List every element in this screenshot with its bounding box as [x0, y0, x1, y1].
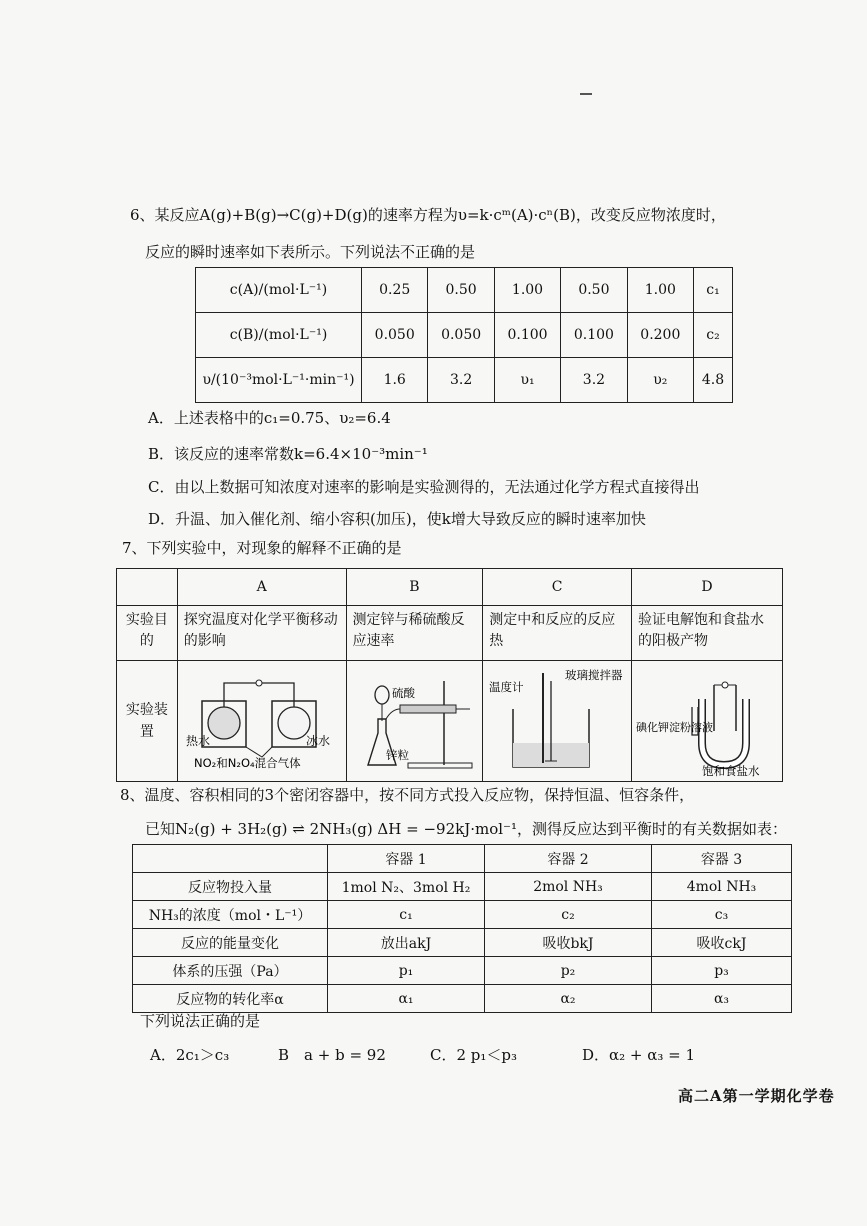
q7-apparatus-c	[483, 661, 632, 782]
reaction-rate-apparatus-diagram	[348, 661, 480, 777]
q8-cell: α₂	[485, 985, 652, 1013]
q6-row-label: c(A)/(mol·L⁻¹)	[196, 268, 362, 313]
q6-cell: 4.8	[694, 358, 733, 403]
q6-cell: 3.2	[428, 358, 494, 403]
table-row	[133, 985, 792, 1013]
page-footer: 高二A第一学期化学卷	[678, 1087, 835, 1105]
q6-cell: 3.2	[561, 358, 627, 403]
q8-header-container2: 容器 2	[485, 845, 652, 873]
q8-option-d: D．α₂ + α₃ = 1	[582, 1046, 696, 1064]
q8-header-container1: 容器 1	[328, 845, 485, 873]
q8-row-label: NH₃的浓度（mol・L⁻¹）	[133, 901, 328, 929]
q7-corner	[117, 569, 178, 606]
q7-purpose-c: 测定中和反应的反应热	[483, 606, 632, 661]
table-row	[196, 268, 733, 313]
q7-stem: 7、下列实验中，对现象的解释不正确的是	[122, 539, 402, 557]
zinc-label: 锌粒	[386, 748, 410, 762]
q7-header-a: A	[177, 569, 346, 606]
q6-cell: 0.50	[428, 268, 494, 313]
q6-cell: c₁	[694, 268, 733, 313]
table-row	[133, 873, 792, 901]
q8-header-container3: 容器 3	[652, 845, 792, 873]
q8-stem-line2: 已知N₂(g) + 3H₂(g) ⇌ 2NH₃(g) ΔH = −92kJ·mol⁻¹，测得反应达到平衡时的有关数据如表：	[145, 820, 787, 838]
q8-cell: p₁	[328, 957, 485, 985]
q7-apparatus-d	[632, 661, 783, 782]
q8-prompt: 下列说法正确的是	[140, 1012, 261, 1030]
glass-stirrer-label: 玻璃搅拌器	[565, 668, 623, 682]
q6-stem-line1: 6、某反应A(g)+B(g)→C(g)+D(g)的速率方程为υ=k·cᵐ(A)·cⁿ(B)，改变反应物浓度时，	[130, 206, 726, 224]
table-row	[196, 358, 733, 403]
q7-header-b: B	[346, 569, 483, 606]
ice-water-label: 冰水	[305, 734, 330, 748]
q6-cell: c₂	[694, 313, 733, 358]
q7-purpose-d: 验证电解饱和食盐水的阳极产物	[632, 606, 783, 661]
q8-cell: 放出akJ	[328, 929, 485, 957]
q6-cell: 0.50	[561, 268, 627, 313]
q7-purpose-b: 测定锌与稀硫酸反应速率	[346, 606, 483, 661]
q7-purpose-label: 实验目的	[117, 606, 178, 661]
q7-apparatus-label: 实验装置	[117, 661, 178, 782]
q6-cell: 0.200	[627, 313, 693, 358]
q6-cell: 0.050	[362, 313, 428, 358]
brine-label: 饱和食盐水	[702, 764, 760, 777]
q8-row-label: 反应的能量变化	[133, 929, 328, 957]
q6-cell: 1.00	[494, 268, 560, 313]
q6-cell: 0.25	[362, 268, 428, 313]
q6-cell: υ₁	[494, 358, 560, 403]
q6-option-b: B．该反应的速率常数k=6.4×10⁻³min⁻¹	[148, 445, 428, 463]
q8-cell: 吸收ckJ	[652, 929, 792, 957]
q8-cell: c₂	[485, 901, 652, 929]
q7-table	[116, 568, 783, 782]
ki-starch-label: 碘化钾淀粉溶液	[636, 721, 713, 734]
table-row	[133, 929, 792, 957]
q8-row-label: 反应物的转化率α	[133, 985, 328, 1013]
q8-table	[132, 844, 792, 1013]
q6-option-c: C．由以上数据可知浓度对速率的影响是实验测得的，无法通过化学方程式直接得出	[148, 478, 700, 496]
q8-cell: 吸收bkJ	[485, 929, 652, 957]
scan-mark	[580, 93, 592, 95]
q8-cell: p₂	[485, 957, 652, 985]
table-row	[133, 901, 792, 929]
q8-cell: c₁	[328, 901, 485, 929]
q6-table	[195, 267, 733, 403]
q7-apparatus-a	[177, 661, 346, 782]
q6-option-d: D．升温、加入催化剂、缩小容积(加压)，使k增大导致反应的瞬时速率加快	[148, 510, 646, 528]
q8-cell: α₁	[328, 985, 485, 1013]
sulfuric-acid-label: 硫酸	[392, 686, 416, 700]
q8-cell: c₃	[652, 901, 792, 929]
thermometer-label: 温度计	[489, 680, 524, 694]
q8-cell: 1mol N₂、3mol H₂	[328, 873, 485, 901]
q8-header-blank	[133, 845, 328, 873]
q8-row-label: 反应物投入量	[133, 873, 328, 901]
calorimeter-diagram	[485, 661, 629, 777]
q6-option-a: A．上述表格中的c₁=0.75、υ₂=6.4	[148, 409, 391, 427]
q6-cell: 1.6	[362, 358, 428, 403]
q6-cell: 0.100	[494, 313, 560, 358]
q6-cell: 1.00	[627, 268, 693, 313]
electrolysis-u-tube-diagram	[632, 661, 782, 777]
q8-cell: α₃	[652, 985, 792, 1013]
q8-cell: 2mol NH₃	[485, 873, 652, 901]
q8-cell: 4mol NH₃	[652, 873, 792, 901]
q8-option-a: A．2c₁＞c₃	[150, 1046, 230, 1064]
table-row	[117, 606, 783, 661]
q7-purpose-a: 探究温度对化学平衡移动的影响	[177, 606, 346, 661]
equilibrium-flasks-diagram	[180, 661, 344, 777]
hot-water-label: 热水	[185, 734, 210, 748]
table-row	[117, 569, 783, 606]
table-row	[117, 661, 783, 782]
q7-header-c: C	[483, 569, 632, 606]
q6-stem-line2: 反应的瞬时速率如下表所示。下列说法不正确的是	[145, 243, 476, 261]
q8-row-label: 体系的压强（Pa）	[133, 957, 328, 985]
q6-cell: 0.100	[561, 313, 627, 358]
q6-cell: 0.050	[428, 313, 494, 358]
q6-cell: υ₂	[627, 358, 693, 403]
q6-row-label: υ/(10⁻³mol·L⁻¹·min⁻¹)	[196, 358, 362, 403]
q8-option-b: B a + b = 92	[278, 1046, 386, 1064]
q6-row-label: c(B)/(mol·L⁻¹)	[196, 313, 362, 358]
table-row	[133, 957, 792, 985]
table-row	[133, 845, 792, 873]
table-row	[196, 313, 733, 358]
q7-apparatus-b	[346, 661, 483, 782]
q7-header-d: D	[632, 569, 783, 606]
q8-cell: p₃	[652, 957, 792, 985]
mixed-gas-label: NO₂和N₂O₄混合气体	[193, 756, 301, 770]
q8-stem-line1: 8、温度、容积相同的3个密闭容器中，按不同方式投入反应物，保持恒温、恒容条件，	[120, 786, 695, 804]
q8-option-c: C．2 p₁＜p₃	[430, 1046, 518, 1064]
